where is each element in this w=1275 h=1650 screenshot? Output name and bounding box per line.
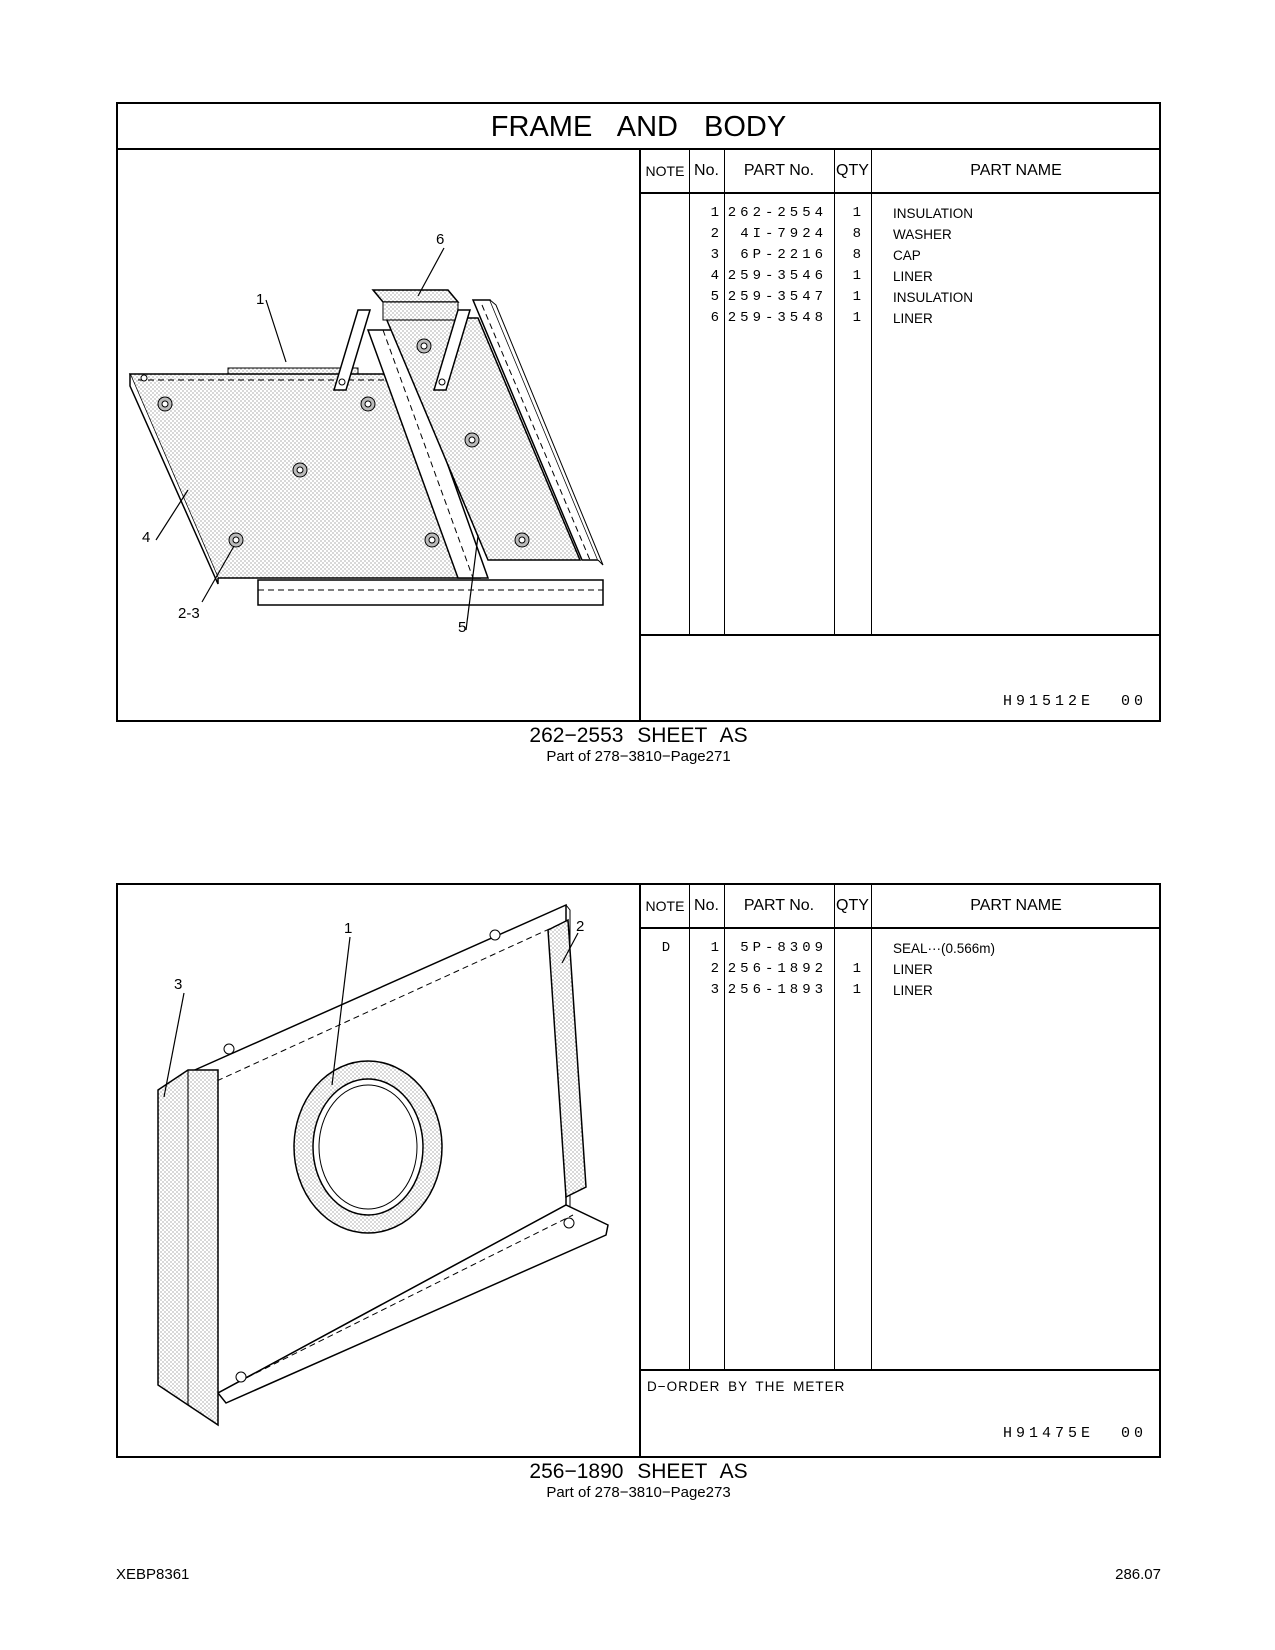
caption-subtitle: Part of 278−3810−Page273 bbox=[546, 1484, 731, 1501]
row-part-number: 259-3547 bbox=[727, 289, 827, 305]
row-part-number: 256-1893 bbox=[727, 982, 827, 998]
parts-panel-2 bbox=[116, 883, 1161, 1458]
row-no: 2 bbox=[710, 226, 719, 242]
row-note bbox=[641, 245, 691, 266]
callout-6: 6 bbox=[436, 231, 445, 248]
row-no: 6 bbox=[710, 310, 719, 326]
row-note bbox=[641, 287, 691, 308]
header-no: No. bbox=[694, 897, 719, 914]
row-part-name: LINER bbox=[893, 269, 933, 284]
row-qty: 8 bbox=[852, 247, 861, 263]
header-part-no: PART No. bbox=[743, 897, 815, 914]
row-qty: 1 bbox=[852, 268, 861, 284]
table-row bbox=[641, 245, 1159, 266]
row-part-name: INSULATION bbox=[893, 206, 974, 221]
liner-assembly-drawing bbox=[118, 150, 639, 720]
sheet-seal-drawing bbox=[118, 885, 639, 1456]
row-note bbox=[641, 308, 691, 329]
table-row bbox=[641, 308, 1159, 329]
row-note bbox=[641, 980, 691, 1001]
row-part-name: LINER bbox=[893, 983, 933, 998]
drawing-code: H91475E 00 bbox=[1002, 1425, 1147, 1442]
header-qty: QTY bbox=[836, 897, 869, 914]
caption-title: 256−1890 SHEET AS bbox=[529, 1460, 748, 1483]
row-part-name: SEAL···(0.566m) bbox=[893, 941, 996, 956]
table-row bbox=[641, 938, 1159, 959]
row-part-name: INSULATION bbox=[893, 290, 974, 305]
row-no: 3 bbox=[710, 247, 719, 263]
row-note bbox=[641, 203, 691, 224]
row-part-number: 4I-7924 bbox=[740, 226, 827, 242]
table-row bbox=[641, 266, 1159, 287]
row-part-name: LINER bbox=[893, 311, 933, 326]
header-part-name: PART NAME bbox=[970, 162, 1062, 179]
exploded-view-1 bbox=[118, 150, 641, 720]
row-qty: 1 bbox=[852, 289, 861, 305]
callout-1: 1 bbox=[344, 920, 353, 937]
table-row bbox=[641, 959, 1159, 980]
row-qty: 1 bbox=[852, 961, 861, 977]
parts-panel-1 bbox=[116, 102, 1161, 722]
header-part-no: PART No. bbox=[743, 162, 815, 179]
callout-2-3: 2-3 bbox=[178, 605, 200, 622]
callout-3: 3 bbox=[174, 976, 183, 993]
row-part-name: CAP bbox=[893, 248, 921, 263]
row-part-name: WASHER bbox=[893, 227, 952, 242]
row-qty: 1 bbox=[852, 310, 861, 326]
document-id: XEBP8361 bbox=[116, 1566, 190, 1583]
header-no: No. bbox=[694, 162, 719, 179]
row-note bbox=[641, 959, 691, 980]
row-note: D bbox=[661, 940, 671, 956]
table-row bbox=[641, 980, 1159, 1001]
row-part-number: 262-2554 bbox=[727, 205, 827, 221]
notes-divider bbox=[641, 634, 1159, 636]
parts-table-2 bbox=[641, 885, 1159, 1456]
row-qty bbox=[831, 938, 861, 959]
row-part-number: 6P-2216 bbox=[740, 247, 827, 263]
table-header bbox=[641, 150, 1159, 194]
row-note bbox=[641, 224, 691, 245]
drawing-code: H91512E 00 bbox=[1002, 693, 1147, 710]
callout-5: 5 bbox=[458, 619, 467, 636]
table-row bbox=[641, 287, 1159, 308]
row-no: 3 bbox=[710, 982, 719, 998]
callout-2: 2 bbox=[576, 918, 585, 935]
header-note: NOTE bbox=[645, 898, 685, 914]
caption-subtitle: Part of 278−3810−Page271 bbox=[546, 748, 731, 765]
row-note bbox=[641, 266, 691, 287]
row-qty: 1 bbox=[852, 205, 861, 221]
page-number: 286.07 bbox=[1115, 1566, 1161, 1583]
notes-text: D−ORDER BY THE METER bbox=[647, 1379, 846, 1394]
notes-divider bbox=[641, 1369, 1159, 1371]
caption-title: 262−2553 SHEET AS bbox=[529, 724, 748, 747]
row-qty: 1 bbox=[852, 982, 861, 998]
caption-2 bbox=[116, 1460, 1161, 1501]
callout-1: 1 bbox=[256, 291, 265, 308]
row-part-number: 259-3548 bbox=[727, 310, 827, 326]
exploded-view-2 bbox=[118, 885, 641, 1456]
table-header bbox=[641, 885, 1159, 929]
row-no: 2 bbox=[710, 961, 719, 977]
row-part-number: 256-1892 bbox=[727, 961, 827, 977]
row-no: 1 bbox=[710, 940, 719, 956]
row-part-number: 259-3546 bbox=[727, 268, 827, 284]
caption-1 bbox=[116, 724, 1161, 765]
row-no: 5 bbox=[710, 289, 719, 305]
row-part-number: 5P-8309 bbox=[740, 940, 827, 956]
table-row bbox=[641, 203, 1159, 224]
section-title: FRAME AND BODY bbox=[118, 104, 1159, 150]
row-qty: 8 bbox=[852, 226, 861, 242]
row-no: 1 bbox=[710, 205, 719, 221]
parts-table-1 bbox=[641, 150, 1159, 720]
row-no: 4 bbox=[710, 268, 719, 284]
row-part-name: LINER bbox=[893, 962, 933, 977]
table-row bbox=[641, 224, 1159, 245]
header-part-name: PART NAME bbox=[970, 897, 1062, 914]
header-note: NOTE bbox=[645, 163, 685, 179]
callout-4: 4 bbox=[142, 529, 151, 546]
header-qty: QTY bbox=[836, 162, 869, 179]
